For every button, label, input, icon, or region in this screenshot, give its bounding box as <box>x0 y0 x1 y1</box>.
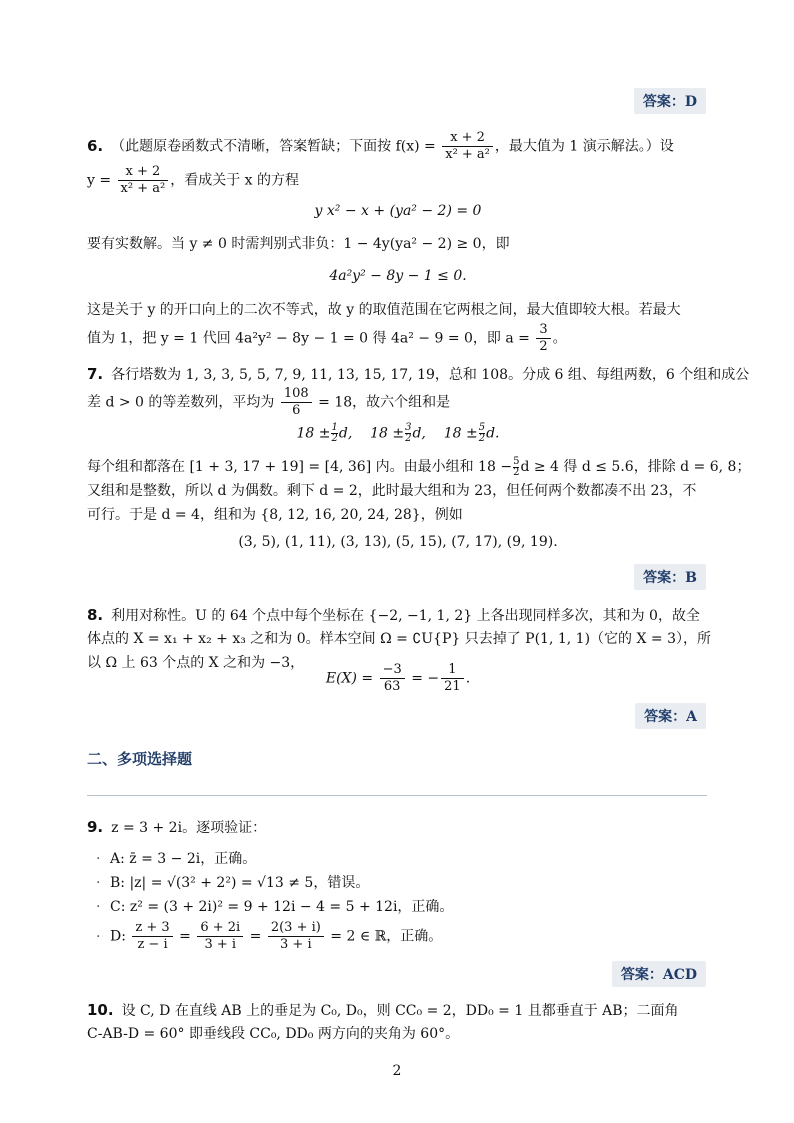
q6-text: ，看成关于 x 的方程 <box>170 172 300 189</box>
q10-line-1 <box>87 998 709 1023</box>
q6-line-1 <box>87 130 709 163</box>
fraction: $\frac{x + 2}{\text{x² + a²}}$ <box>118 164 169 197</box>
question-number: 10. <box>87 1001 114 1019</box>
answer-badge: 答案：A <box>635 703 706 729</box>
question-number: 6. <box>87 136 104 155</box>
equation: 18 ± $\frac{1}{2}$ d, 18 ± $\frac{3}{2}$ d, 18 ± $\frac{5}{2}$ d. <box>296 422 500 444</box>
question-number: 9. <box>87 818 104 836</box>
q6-line-2 <box>87 164 709 197</box>
q9-text: z = 3 + 2i。逐项验证： <box>111 820 267 836</box>
q8-line-3: 以 Ω 上 63 个点的 X 之和为 −3， <box>87 655 305 671</box>
question-number: 7. <box>87 365 104 383</box>
section-title: 二、多项选择题 <box>87 750 193 768</box>
answer-badge: 答案：ACD <box>612 961 706 987</box>
fraction: $\frac{108}{6}$ <box>281 386 312 419</box>
q7-line-3: 每个组和都落在 [1 + 3, 17 + 19] = [4, 36] 内。由最小组和 18 − $\frac{5}{2}$ d ≥ 4 得 d ≤ 5.6，排除 d = 6, 8； <box>87 455 751 478</box>
q6-text: 。 <box>552 330 567 347</box>
fraction: $\frac{x + 2}{\text{x² + a²}}$ <box>442 130 493 163</box>
fraction: $\frac{3}{2}$ <box>536 322 550 355</box>
q6-line-5 <box>87 322 709 355</box>
q7-line-5: 可行。于是 d = 4，组和为 {8, 12, 16, 20, 24, 28}，例如 <box>87 507 463 523</box>
q7-text: 各行塔数为 1, 3, 3, 5, 5, 7, 9, 11, 13, 15, 17, 19，总和 108。分成 6 组、每组两数，6 个组和成公 <box>111 367 750 383</box>
q7-text: 每个组和都落在 [1 + 3, 17 + 19] = [4, 36] 内。由最小组和 18 − <box>87 459 513 475</box>
list-item: · A: z̄ = 3 − 2i，正确。 <box>96 851 257 867</box>
list-item: · C: z² = (3 + 2i)² = 9 + 12i − 4 = 5 + 12i，正确。 <box>96 899 454 915</box>
q7-line-4: 又组和是整数，所以 d 为偶数。剩下 d = 2，此时最大组和为 23，但任何两个数都凑不出 23，不 <box>87 483 697 499</box>
page-number: 2 <box>392 1063 402 1079</box>
q9-line-1 <box>87 815 709 840</box>
q7-text: = 18，故六个组和是 <box>318 394 451 411</box>
q6-text: （此题原卷函数式不清晰，答案暂缺；下面按 f(x) = <box>111 138 436 155</box>
list-item: · D: $\frac{z + 3}{z - i}$ = $\frac{6 + 2i}{3 + i}$ = $\frac{2(3 + i)}{3 + i}$ = 2 ∈ ℝ，正确。 <box>96 920 443 952</box>
q6-text: y = <box>87 172 112 189</box>
answer-badge: 答案：D <box>634 88 706 114</box>
equation: 4a²y² − 8y − 1 ≤ 0. <box>329 268 467 284</box>
q10-text: 设 C, D 在直线 AB 上的垂足为 C₀, D₀，则 CC₀ = 2，DD₀ = 1 且都垂直于 AB；二面角 <box>121 1003 679 1019</box>
q8-line-2: 体点的 X = x₁ + x₂ + x₃ 之和为 0。样本空间 Ω = ∁U{P} 只去掉了 P(1, 1, 1)（它的 X = 3），所 <box>87 631 711 647</box>
question-number: 8. <box>87 606 104 624</box>
q7-line-2 <box>87 386 709 419</box>
q6-line-4: 这是关于 y 的开口向上的二次不等式，故 y 的取值范围在它两根之间，最大值即较大根。若最大 <box>87 302 681 318</box>
q8-text: 利用对称性。U 的 64 个点中每个坐标在 {−2, −1, 1, 2} 上各出现同样多次，其和为 0，故全 <box>111 608 700 624</box>
equation: E(X) = $\frac{-3}{63}$ = − $\frac{1}{21}$ . <box>325 662 471 694</box>
section-divider <box>87 795 707 796</box>
q6-text: ，最大值为 1 演示解法。）设 <box>494 138 674 155</box>
answer-badge: 答案：B <box>634 564 706 590</box>
q8-line-1 <box>87 603 709 628</box>
q7-text: 差 d > 0 的等差数列，平均为 <box>87 394 275 411</box>
q7-text: d ≥ 4 得 d ≤ 5.6，排除 d = 6, 8； <box>520 459 751 475</box>
q7-line-1 <box>87 362 750 387</box>
equation: (3, 5), (1, 11), (3, 13), (5, 15), (7, 17), (9, 19). <box>238 534 558 550</box>
q6-text: 值为 1，把 y = 1 代回 4a²y² − 8y − 1 = 0 得 4a² − 9 = 0，即 a = <box>87 330 530 347</box>
q10-line-2: C-AB-D = 60° 即垂线段 CC₀, DD₀ 两方向的夹角为 60°。 <box>87 1026 460 1042</box>
list-item: · B: |z| = √(3² + 2²) = √13 ≠ 5，错误。 <box>96 875 370 891</box>
equation: y x² − x + (ya² − 2) = 0 <box>314 203 482 219</box>
q6-line-3: 要有实数解。当 y ≠ 0 时需判别式非负：1 − 4y(ya² − 2) ≥ 0，即 <box>87 236 510 252</box>
